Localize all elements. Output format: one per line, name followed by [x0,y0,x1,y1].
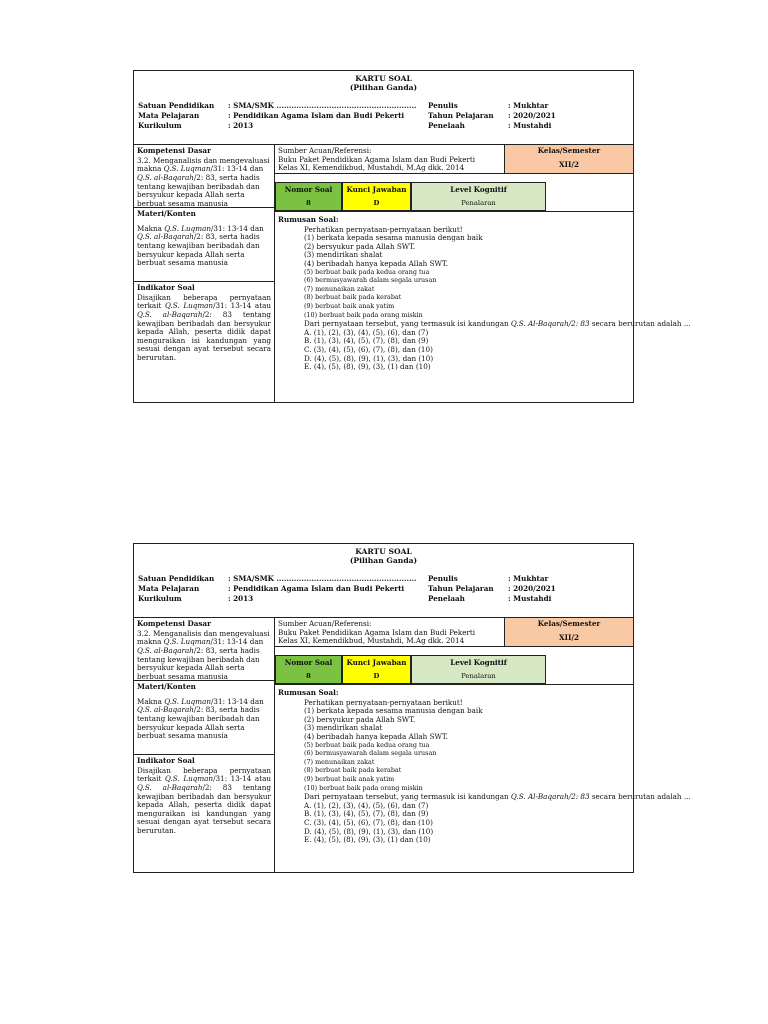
option-e: E. (4), (5), (8), (9), (3), (1) dan (10) [304,362,431,372]
level-kognitif: Level Kognitif Penalaran [411,182,546,211]
option-b: B. (1), (3), (4), (5), (7), (8), dan (9) [304,336,429,346]
question-text: Dari pernyataan tersebut, yang termasuk isi kandungan Q.S. Al-Baqarah/2: 83 secara berurutan adalah ... [304,319,691,329]
option-c: C. (3), (4), (5), (6), (7), (8), dan (10) [304,344,433,354]
option-b: B. (1), (3), (4), (5), (7), (8), dan (9) [304,809,429,819]
kompetensi-dasar: Kompetensi Dasar 3.2. Menganalisis dan mengevaluasi makna Q.S. Luqman/31: 13-14 dan Q.S. al-Baqarah/2: 83, serta hadis tentang kewajiban beribadah dan bersyukur kepada Allah serta berbuat sesama manusia [134,145,274,208]
option-c: C. (3), (4), (5), (6), (7), (8), dan (10) [304,817,433,827]
meta-tahun: Tahun Pelajaran : 2020/2021 [428,110,556,120]
option-d: D. (4), (5), (8), (9), (1), (3), dan (10) [304,353,434,363]
left-column [134,618,275,872]
meta-penulis: Penulis : Mukhtar [428,100,549,110]
card-body [134,144,691,402]
kunci-jawaban: Kunci Jawaban D [342,655,411,684]
question-text: Dari pernyataan tersebut, yang termasuk isi kandungan Q.S. Al-Baqarah/2: 83 secara berurutan adalah ... [304,792,691,802]
right-column [275,618,691,872]
materi-konten: Materi/Konten Makna Q.S. Luqman/31: 13-14 dan Q.S. al-Baqarah/2: 83, serta hadis tentang kewajiban beribadah dan bersyukur kepada Allah serta berbuat sesama manusia [134,681,274,755]
statement-2: (2) bersyukur pada Allah SWT. [304,241,416,251]
statement-7: (7) menunaikan zakat [304,757,375,766]
statement-1: (1) berkata kepada sesama manusia dengan baik [304,233,483,243]
sumber-acuan: Sumber Acuan/Referensi: Buku Paket Pendidikan Agama Islam dan Budi Pekerti Kelas XI, Kemendikbud, Mustahdi, M.Ag dkk. 2014 [275,145,505,174]
statement-2: (2) bersyukur pada Allah SWT. [304,714,416,724]
statement-8: (8) berbuat baik pada kerabat [304,766,402,775]
card-title: KARTU SOAL (Pilihan Ganda) [349,74,418,93]
question-card-1 [133,70,691,403]
card-meta [134,93,633,137]
statement-5: (5) berbuat baik pada kedua orang tua [304,267,430,276]
statement-10: (10) berbuat baik pada orang miskin [304,783,423,792]
level-kognitif: Level Kognitif Penalaran [411,655,546,684]
meta-penulis: Penulis : Mukhtar [428,573,549,583]
materi-konten: Materi/Konten Makna Q.S. Luqman/31: 13-14 dan Q.S. al-Baqarah/2: 83, serta hadis tentang kewajiban beribadah dan bersyukur kepada Allah serta berbuat sesama manusia [134,208,274,282]
meta-penelaah: Penelaah : Mustahdi [428,120,552,130]
rumusan-soal: Rumusan Soal: Perhatikan pernyataan-pernyataan berikut! (1) berkata kepada sesama manusia dengan baik (2) bersyukur pada Allah SWT. (3) mendirikan shalat (4) beribadah hanya kepada Allah SWT. (5) berbuat baik pada kedua orang tua (6) bermusyawarah dalam segala urusan (7) menunaikan zakat (8) berbuat baik pada kerabat (9) berbuat baik anak yatim (10) berbuat baik pada orang miskin Dari pernyataan tersebut, yang termasuk isi kandungan Q.S. Al-Baqarah/2: 83 secara berurutan adalah ... A. (1), (2), (3), (4), (5), (6), dan (7) B. (1), (3), (4), (5), (7), (8), dan (9) C. (3), (4), (5), (6), (7), (8), dan (10) D. (4), (5), (8), (9), (1), (3), dan (10) E. (4), (5), (8), (9), (3), (1) dan (10) [275,684,633,872]
meta-tahun: Tahun Pelajaran : 2020/2021 [428,583,556,593]
nomor-soal: Nomor Soal 8 [275,182,342,211]
indikator-soal: Indikator Soal Disajikan beberapa pernyataan terkait Q.S. Luqman/31: 13-14 atau Q.S. al-Baqarah/2: 83 tentang kewajiban beribadah dan bersyukur kepada Allah, peserta didik dapat menguraikan isi kandungan yang sesuai dengan ayat tersebut secara berurutan. [137,756,271,836]
indikator-soal: Indikator Soal Disajikan beberapa pernyataan terkait Q.S. Luqman/31: 13-14 atau Q.S. al-Baqarah/2: 83 tentang kewajiban beribadah dan bersyukur kepada Allah, peserta didik dapat menguraikan isi kandungan yang sesuai dengan ayat tersebut secara berurutan. [137,283,271,363]
statement-3: (3) mendirikan shalat [304,250,383,260]
meta-satuan: Satuan Pendidikan : SMA/SMK ........................................................ [138,100,417,110]
statement-4: (4) beribadah hanya kepada Allah SWT. [304,732,448,742]
statement-7: (7) menunaikan zakat [304,284,375,293]
statement-10: (10) berbuat baik pada orang miskin [304,310,423,319]
question-card-2 [133,543,691,873]
statement-8: (8) berbuat baik pada kerabat [304,293,402,302]
kompetensi-dasar: Kompetensi Dasar 3.2. Menganalisis dan mengevaluasi makna Q.S. Luqman/31: 13-14 dan Q.S. al-Baqarah/2: 83, serta hadis tentang kewajiban beribadah dan bersyukur kepada Allah serta berbuat sesama manusia [134,618,274,681]
statement-9: (9) berbuat baik anak yatim [304,774,395,783]
card-meta [134,566,633,610]
rumusan-soal: Rumusan Soal: Perhatikan pernyataan-pernyataan berikut! (1) berkata kepada sesama manusia dengan baik (2) bersyukur pada Allah SWT. (3) mendirikan shalat (4) beribadah hanya kepada Allah SWT. (5) berbuat baik pada kedua orang tua (6) bermusyawarah dalam segala urusan (7) menunaikan zakat (8) berbuat baik pada kerabat (9) berbuat baik anak yatim (10) berbuat baik pada orang miskin Dari pernyataan tersebut, yang termasuk isi kandungan Q.S. Al-Baqarah/2: 83 secara berurutan adalah ... A. (1), (2), (3), (4), (5), (6), dan (7) B. (1), (3), (4), (5), (7), (8), dan (9) C. (3), (4), (5), (6), (7), (8), dan (10) D. (4), (5), (8), (9), (1), (3), dan (10) E. (4), (5), (8), (9), (3), (1) dan (10) [275,211,633,402]
option-a: A. (1), (2), (3), (4), (5), (6), dan (7) [304,327,429,337]
statement-5: (5) berbuat baik pada kedua orang tua [304,740,430,749]
card-title: KARTU SOAL (Pilihan Ganda) [349,547,418,566]
statement-6: (6) bermusyawarah dalam segala urusan [304,276,437,285]
statement-6: (6) bermusyawarah dalam segala urusan [304,749,437,758]
left-column [134,145,275,402]
meta-satuan: Satuan Pendidikan : SMA/SMK ........................................................ [138,573,417,583]
option-a: A. (1), (2), (3), (4), (5), (6), dan (7) [304,800,429,810]
option-e: E. (4), (5), (8), (9), (3), (1) dan (10) [304,835,431,845]
nomor-soal: Nomor Soal 8 [275,655,342,684]
kunci-jawaban: Kunci Jawaban D [342,182,411,211]
statement-3: (3) mendirikan shalat [304,723,383,733]
kelas-semester: Kelas/Semester XII/2 [505,145,633,174]
sumber-acuan: Sumber Acuan/Referensi: Buku Paket Pendidikan Agama Islam dan Budi Pekerti Kelas XI, Kemendikbud, Mustahdi, M.Ag dkk. 2014 [275,618,505,647]
option-d: D. (4), (5), (8), (9), (1), (3), dan (10) [304,826,434,836]
meta-kurikulum: Kurikulum : 2013 [138,593,254,603]
meta-kurikulum: Kurikulum : 2013 [138,120,254,130]
statement-9: (9) berbuat baik anak yatim [304,301,395,310]
kelas-semester: Kelas/Semester XII/2 [505,618,633,647]
card-body [134,617,691,872]
statement-4: (4) beribadah hanya kepada Allah SWT. [304,259,448,269]
meta-mapel: Mata Pelajaran : Pendidikan Agama Islam dan Budi Pekerti [138,583,405,593]
right-column [275,145,691,402]
statement-1: (1) berkata kepada sesama manusia dengan baik [304,706,483,716]
meta-mapel: Mata Pelajaran : Pendidikan Agama Islam dan Budi Pekerti [138,110,405,120]
meta-penelaah: Penelaah : Mustahdi [428,593,552,603]
